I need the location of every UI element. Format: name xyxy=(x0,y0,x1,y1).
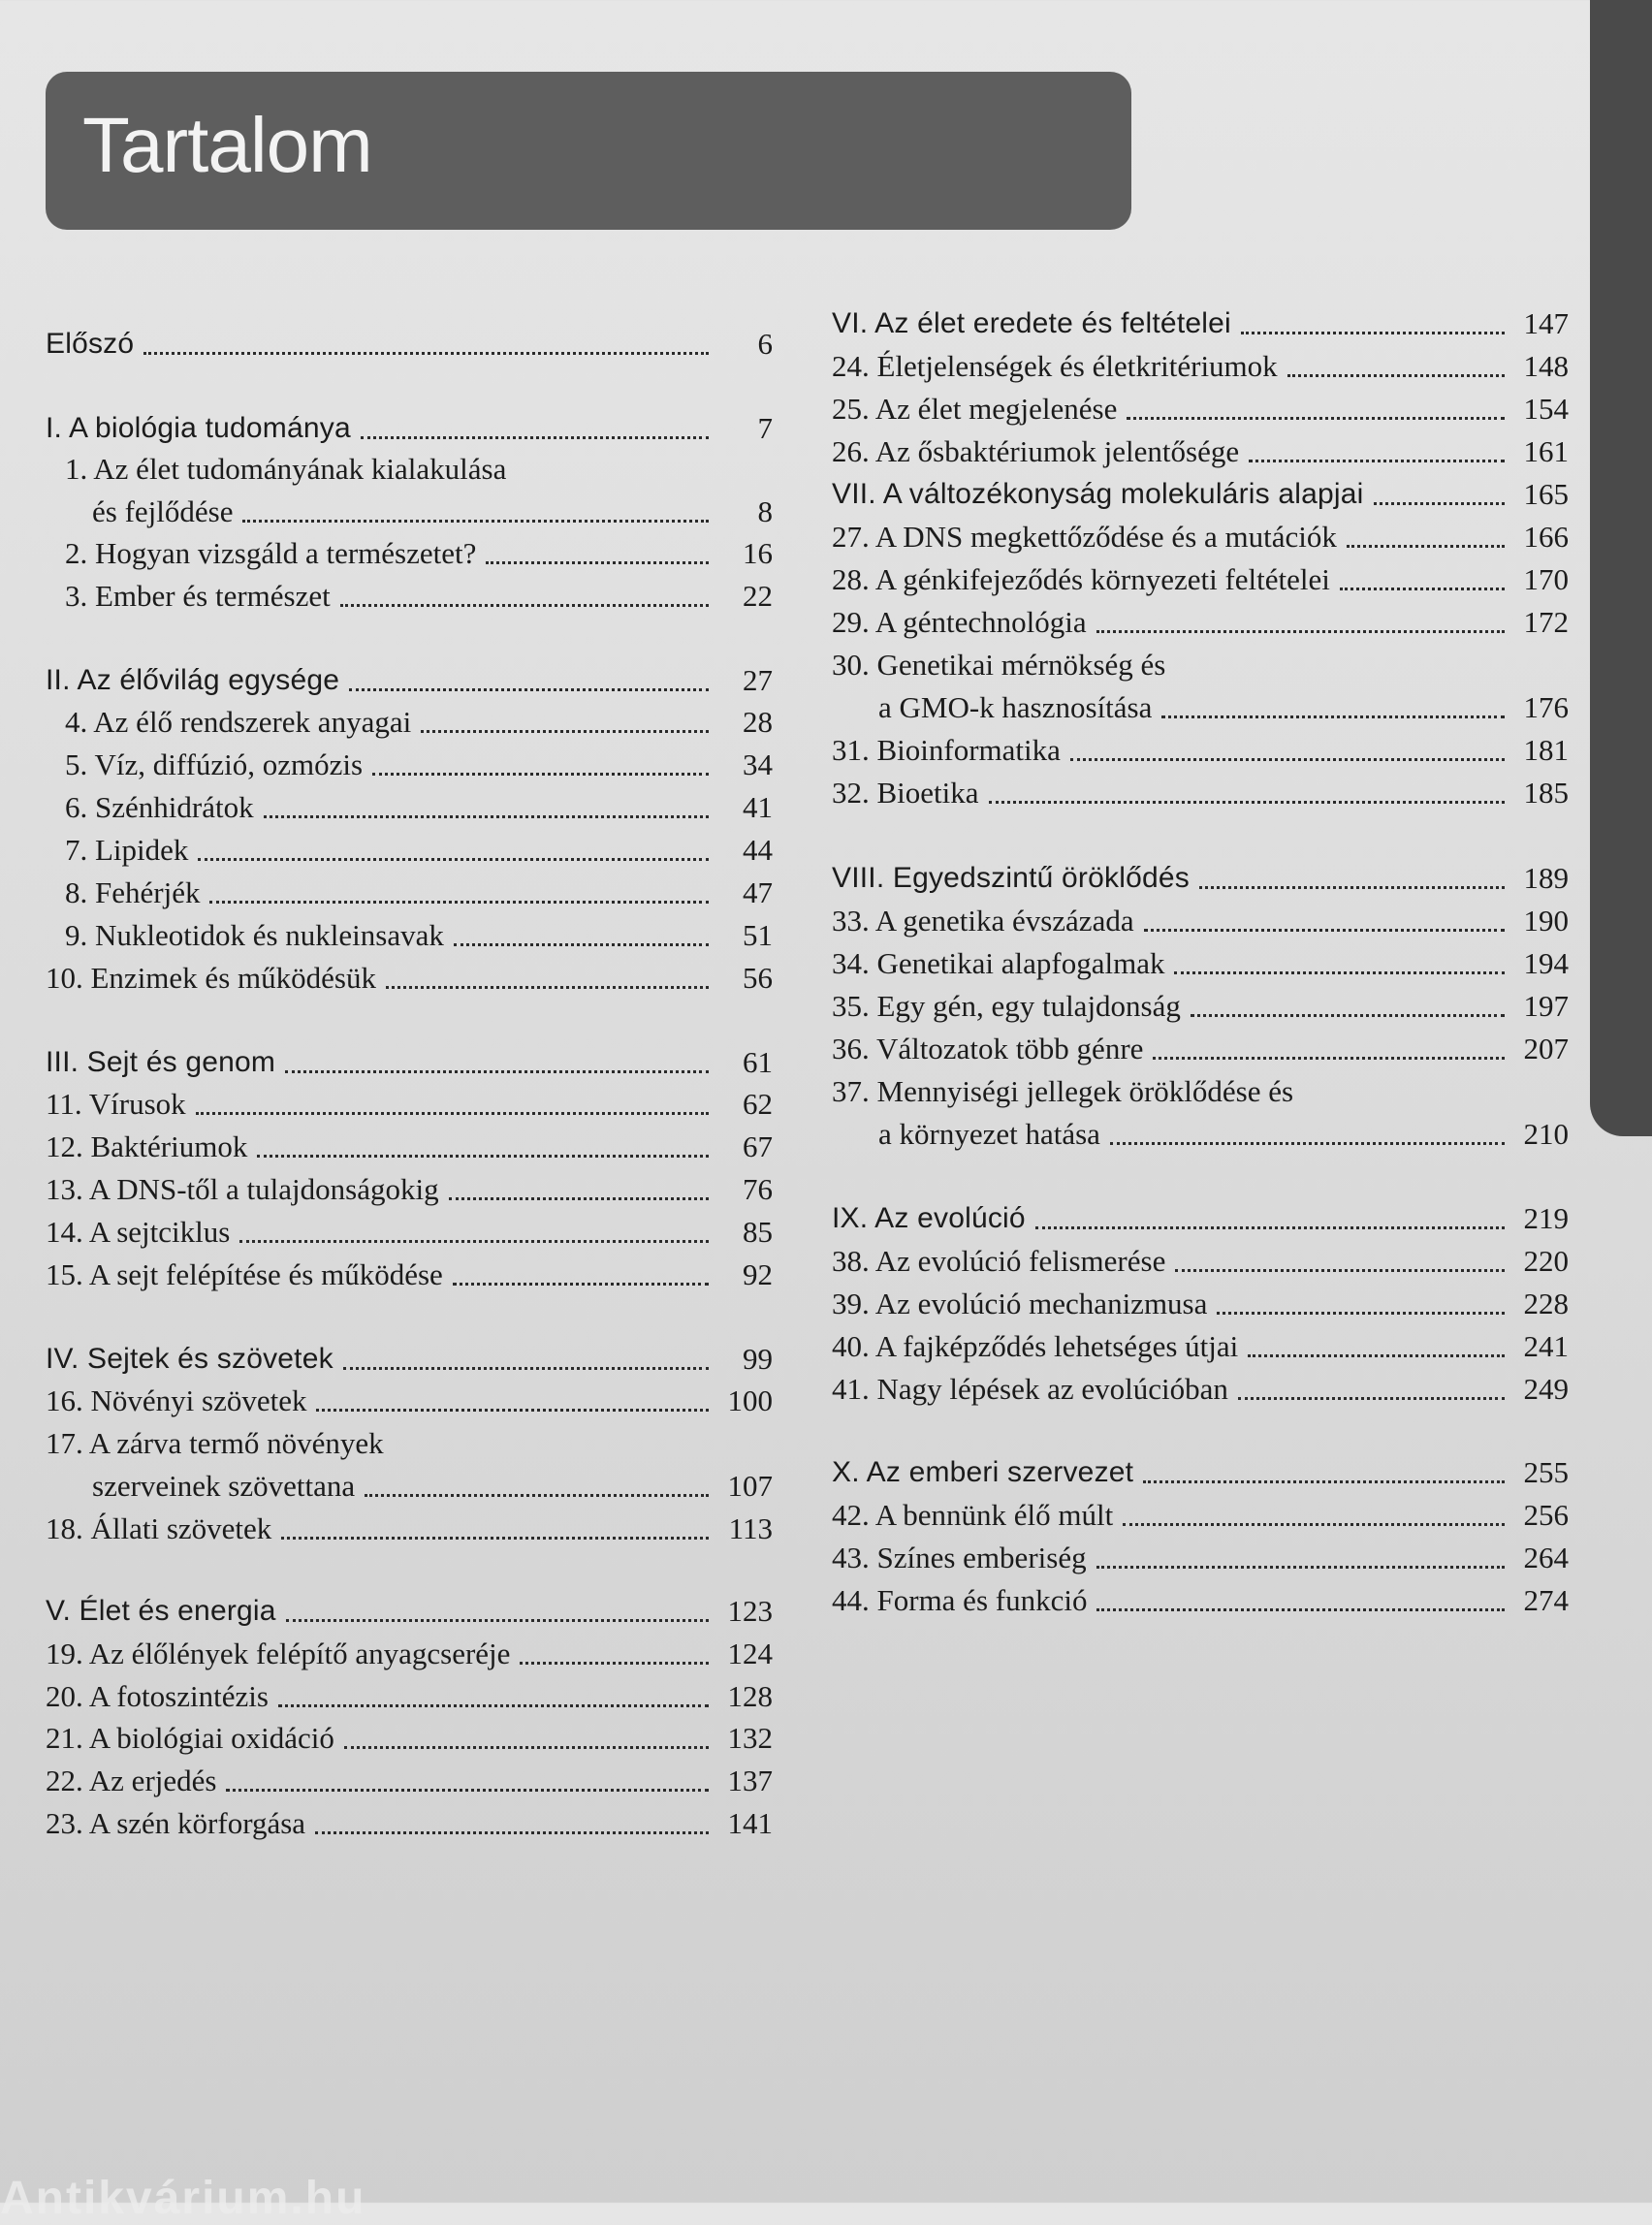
toc-entry-title: VI. Az élet eredete és feltételei xyxy=(832,307,1231,339)
dot-leader xyxy=(1287,374,1505,377)
toc-section-row xyxy=(832,857,1569,900)
toc-page-number: 241 xyxy=(1523,1329,1569,1363)
toc-entry-title: 16. Növényi szövetek xyxy=(46,1383,307,1417)
toc-page-number: 210 xyxy=(1523,1117,1569,1151)
toc-entry-title: IX. Az evolúció xyxy=(832,1202,1026,1234)
dot-leader xyxy=(226,1789,709,1792)
toc-page-number: 56 xyxy=(743,961,773,995)
dot-leader xyxy=(349,688,709,691)
dot-leader xyxy=(1035,1226,1505,1229)
dot-leader xyxy=(343,1367,709,1370)
toc-page-number: 194 xyxy=(1523,946,1569,980)
toc-entry-title: 23. A szén körforgása xyxy=(46,1806,306,1840)
dot-leader xyxy=(1096,1608,1505,1611)
toc-page-number: 181 xyxy=(1523,733,1569,767)
toc-entry-row xyxy=(832,1070,1569,1113)
toc-entry-title: 15. A sejt felépítése és működése xyxy=(46,1257,443,1291)
toc-entry-title: 17. A zárva termő növények xyxy=(46,1426,384,1460)
toc-entry-row xyxy=(46,1717,773,1760)
toc-entry-row xyxy=(832,601,1569,644)
toc-page-number: 44 xyxy=(743,833,773,867)
dot-leader xyxy=(257,1155,709,1158)
dot-leader xyxy=(344,1746,709,1749)
toc-entry-row xyxy=(46,1422,773,1465)
toc-entry-title: 42. A bennünk élő múlt xyxy=(832,1498,1114,1532)
dot-leader xyxy=(340,604,709,607)
toc-entry-row xyxy=(832,430,1569,473)
toc-entry-row xyxy=(832,772,1569,814)
toc-section-row xyxy=(832,473,1569,516)
dot-leader xyxy=(453,1283,709,1286)
toc-entry-title: 33. A genetika évszázada xyxy=(832,904,1134,938)
toc-entry-title: 41. Nagy lépések az evolúcióban xyxy=(832,1372,1228,1406)
toc-page-number: 185 xyxy=(1523,776,1569,810)
toc-entry-title: 36. Változatok több génre xyxy=(832,1032,1144,1065)
toc-entry-title: 25. Az élet megjelenése xyxy=(832,392,1118,426)
toc-page-number: 148 xyxy=(1523,349,1569,383)
dot-leader xyxy=(1374,502,1506,505)
toc-entry-title: 40. A fajképződés lehetséges útjai xyxy=(832,1329,1239,1363)
dot-leader xyxy=(1241,332,1505,334)
toc-entry-title: Előszó xyxy=(46,328,135,360)
dot-leader xyxy=(1238,1397,1505,1400)
toc-entry-row xyxy=(832,558,1569,601)
watermark: Antikvárium.hu xyxy=(0,2173,366,2224)
dot-leader xyxy=(278,1704,709,1707)
toc-entry-row xyxy=(46,1254,773,1296)
toc-entry-title: 4. Az élő rendszerek anyagai xyxy=(65,705,412,739)
toc-entry-title: 29. A géntechnológia xyxy=(832,605,1087,639)
toc-entry-row xyxy=(832,1028,1569,1070)
toc-page-number: 62 xyxy=(743,1087,773,1121)
toc-section-row xyxy=(46,659,773,702)
dot-leader xyxy=(361,436,709,439)
toc-entry-row xyxy=(46,532,773,575)
toc-entry-title: 6. Szénhidrátok xyxy=(65,790,254,824)
toc-entry-title: 39. Az evolúció mechanizmusa xyxy=(832,1287,1208,1320)
dot-leader xyxy=(386,986,709,989)
toc-entry-row xyxy=(832,1325,1569,1368)
toc-entry-title: IV. Sejtek és szövetek xyxy=(46,1343,334,1375)
dot-leader xyxy=(1174,971,1505,974)
toc-entry-row xyxy=(46,1211,773,1254)
dot-leader xyxy=(286,1619,709,1622)
toc-entry-title: 12. Baktériumok xyxy=(46,1129,248,1163)
toc-page-number: 165 xyxy=(1523,477,1569,511)
toc-page-number: 137 xyxy=(727,1764,773,1797)
toc-page-number: 170 xyxy=(1523,562,1569,596)
toc-entry-row xyxy=(832,729,1569,772)
toc-entry-row xyxy=(46,448,773,491)
dot-leader xyxy=(1340,588,1505,590)
toc-page-number: 8 xyxy=(757,494,773,528)
dot-leader xyxy=(989,801,1505,804)
dot-leader xyxy=(449,1197,709,1200)
dot-leader xyxy=(1217,1312,1505,1315)
toc-entry-title: VIII. Egyedszintű öröklődés xyxy=(832,862,1190,894)
toc-page-number: 189 xyxy=(1523,861,1569,895)
toc-entry-title: 31. Bioinformatika xyxy=(832,733,1061,767)
toc-entry-title: VII. A változékonyság molekuláris alapjai xyxy=(832,478,1364,510)
dot-leader xyxy=(315,1831,709,1834)
toc-entry-row xyxy=(832,388,1569,430)
toc-page-number: 47 xyxy=(743,875,773,909)
dot-leader xyxy=(1347,545,1505,548)
toc-entry-row xyxy=(46,1508,773,1550)
dot-leader xyxy=(209,901,709,904)
toc-page-number: 41 xyxy=(743,790,773,824)
toc-section-row xyxy=(46,1590,773,1633)
toc-page-number: 92 xyxy=(743,1257,773,1291)
toc-entry-title: I. A biológia tudománya xyxy=(46,412,351,444)
toc-entry-row xyxy=(832,900,1569,942)
toc-entry-title: 7. Lipidek xyxy=(65,833,189,867)
toc-entry-title: a környezet hatása xyxy=(878,1117,1100,1151)
dot-leader xyxy=(1248,1354,1505,1357)
toc-page-number: 99 xyxy=(743,1342,773,1376)
toc-page-number: 113 xyxy=(728,1511,773,1545)
toc-page-number: 249 xyxy=(1523,1372,1569,1406)
toc-entry-row xyxy=(46,1465,773,1508)
toc-entry-title: 10. Enzimek és működésük xyxy=(46,961,376,995)
toc-entry-row xyxy=(832,345,1569,388)
toc-entry-title: 13. A DNS-től a tulajdonságokig xyxy=(46,1172,439,1206)
toc-page-number: 190 xyxy=(1523,904,1569,938)
dot-leader xyxy=(143,352,709,355)
toc-entry-title: X. Az emberi szervezet xyxy=(832,1456,1134,1488)
toc-entry-row xyxy=(832,1368,1569,1411)
toc-section-row xyxy=(832,1197,1569,1240)
dot-leader xyxy=(1144,929,1505,932)
toc-entry-row xyxy=(46,957,773,1000)
dot-leader xyxy=(242,520,709,523)
toc-entry-title: 9. Nukleotidok és nukleinsavak xyxy=(65,918,444,952)
dot-leader xyxy=(264,815,709,818)
dot-leader xyxy=(1096,630,1505,633)
dot-leader xyxy=(316,1409,709,1412)
toc-entry-title: II. Az élővilág egysége xyxy=(46,664,340,696)
toc-entry-row xyxy=(46,829,773,872)
dot-leader xyxy=(281,1537,709,1540)
toc-entry-title: 18. Állati szövetek xyxy=(46,1511,272,1545)
toc-section-row xyxy=(46,323,773,366)
dot-leader xyxy=(454,943,709,946)
dot-leader xyxy=(1161,715,1505,718)
toc-entry-title: 21. A biológiai oxidáció xyxy=(46,1721,334,1755)
dot-leader xyxy=(1175,1269,1505,1272)
dot-leader xyxy=(372,773,709,776)
toc-page-number: 128 xyxy=(727,1679,773,1713)
toc-entry-title: 34. Genetikai alapfogalmak xyxy=(832,946,1165,980)
toc-section-row xyxy=(46,1338,773,1381)
toc-page-number: 256 xyxy=(1523,1498,1569,1532)
toc-entry-title: 19. Az élőlények felépítő anyagcseréje xyxy=(46,1637,511,1670)
toc-entry-row xyxy=(832,1113,1569,1156)
toc-entry-row xyxy=(46,575,773,618)
toc-page-number: 100 xyxy=(727,1383,773,1417)
toc-entry-title: 43. Színes emberiség xyxy=(832,1541,1087,1574)
toc-entry-row xyxy=(46,786,773,829)
toc-section-row xyxy=(832,1451,1569,1494)
toc-page-number: 61 xyxy=(743,1045,773,1079)
toc-entry-title: 20. A fotoszintézis xyxy=(46,1679,269,1713)
toc-page-number: 176 xyxy=(1523,690,1569,724)
toc-entry-row xyxy=(832,1283,1569,1325)
toc-entry-row xyxy=(832,1537,1569,1579)
toc-page-number: 107 xyxy=(727,1469,773,1503)
toc-page-number: 124 xyxy=(727,1637,773,1670)
toc-section-row xyxy=(46,407,773,450)
toc-entry-title: 35. Egy gén, egy tulajdonság xyxy=(832,989,1181,1023)
toc-page-number: 76 xyxy=(743,1172,773,1206)
toc-entry-title: 2. Hogyan vizsgáld a természetet? xyxy=(65,536,477,570)
toc-entry-row xyxy=(832,516,1569,558)
toc-entry-row xyxy=(46,914,773,957)
toc-page-number: 161 xyxy=(1523,434,1569,468)
toc-entry-title: 22. Az erjedés xyxy=(46,1764,217,1797)
dot-leader xyxy=(1199,886,1505,889)
toc-page-number: 67 xyxy=(743,1129,773,1163)
toc-page-number: 228 xyxy=(1523,1287,1569,1320)
dot-leader xyxy=(1096,1566,1505,1569)
toc-entry-row xyxy=(46,701,773,744)
toc-entry-title: szerveinek szövettana xyxy=(92,1469,356,1503)
dot-leader xyxy=(421,730,709,733)
toc-page-number: 123 xyxy=(727,1594,773,1628)
dot-leader xyxy=(1249,460,1505,462)
toc-entry-row xyxy=(832,1240,1569,1283)
dot-leader xyxy=(1153,1057,1505,1060)
toc-entry-row xyxy=(46,491,773,533)
toc-page-number: 85 xyxy=(743,1215,773,1249)
toc-entry-row xyxy=(832,1494,1569,1537)
dot-leader xyxy=(198,858,709,861)
toc-page-number: 255 xyxy=(1523,1455,1569,1489)
toc-entry-row xyxy=(832,686,1569,729)
toc-section-row xyxy=(832,302,1569,345)
toc-page-number: 207 xyxy=(1523,1032,1569,1065)
toc-page-number: 34 xyxy=(743,747,773,781)
toc-entry-row xyxy=(832,1579,1569,1622)
toc-page-number: 7 xyxy=(757,411,773,445)
toc-entry-title: 14. A sejtciklus xyxy=(46,1215,231,1249)
toc-entry-row xyxy=(46,744,773,786)
toc-page-number: 147 xyxy=(1523,306,1569,340)
toc-entry-row xyxy=(46,1802,773,1845)
toc-entry-title: III. Sejt és genom xyxy=(46,1046,276,1078)
toc-entry-row xyxy=(46,1168,773,1211)
toc-entry-row xyxy=(46,1126,773,1168)
toc-entry-row xyxy=(46,1633,773,1675)
toc-entry-title: 11. Vírusok xyxy=(46,1087,186,1121)
title-banner xyxy=(46,72,1131,230)
dot-leader xyxy=(1110,1142,1505,1145)
toc-entry-title: 5. Víz, diffúzió, ozmózis xyxy=(65,747,364,781)
toc-page-number: 172 xyxy=(1523,605,1569,639)
toc-page-number: 27 xyxy=(743,663,773,697)
toc-entry-title: a GMO-k hasznosítása xyxy=(878,690,1153,724)
toc-page-number: 16 xyxy=(743,536,773,570)
dot-leader xyxy=(1070,758,1505,761)
toc-entry-row xyxy=(46,872,773,914)
dot-leader xyxy=(520,1662,709,1665)
toc-entry-title: 26. Az ősbaktériumok jelentősége xyxy=(832,434,1240,468)
dot-leader xyxy=(1143,1480,1505,1483)
page-title: Tartalom xyxy=(82,102,372,188)
toc-entry-title: 32. Bioetika xyxy=(832,776,979,810)
toc-entry-title: 27. A DNS megkettőződése és a mutációk xyxy=(832,520,1337,554)
toc-entry-row xyxy=(46,1675,773,1718)
toc-entry-title: 28. A génkifejeződés környezeti feltételei xyxy=(832,562,1330,596)
dot-leader xyxy=(1127,417,1505,420)
toc-entry-title: 30. Genetikai mérnökség és xyxy=(832,648,1166,682)
toc-page-number: 274 xyxy=(1523,1583,1569,1617)
dot-leader xyxy=(196,1112,709,1115)
toc-entry-title: 44. Forma és funkció xyxy=(832,1583,1088,1617)
toc-page-number: 220 xyxy=(1523,1244,1569,1278)
toc-entry-row xyxy=(832,644,1569,686)
toc-page-number: 6 xyxy=(757,327,773,361)
toc-entry-title: 1. Az élet tudományának kialakulása xyxy=(65,452,507,486)
dot-leader xyxy=(1191,1014,1505,1017)
toc-entry-row xyxy=(46,1083,773,1126)
toc-entry-title: 38. Az evolúció felismerése xyxy=(832,1244,1166,1278)
chapter-edge-tab xyxy=(1590,0,1652,1136)
toc-section-row xyxy=(46,1041,773,1084)
toc-entry-title: és fejlődése xyxy=(92,494,234,528)
dot-leader xyxy=(365,1494,709,1497)
toc-page-number: 197 xyxy=(1523,989,1569,1023)
toc-entry-row xyxy=(46,1760,773,1802)
toc-page-number: 51 xyxy=(743,918,773,952)
toc-page-number: 132 xyxy=(727,1721,773,1755)
toc-entry-row xyxy=(832,985,1569,1028)
toc-page-number: 166 xyxy=(1523,520,1569,554)
toc-entry-title: V. Élet és energia xyxy=(46,1595,276,1627)
toc-page-number: 219 xyxy=(1523,1201,1569,1235)
toc-page-number: 154 xyxy=(1523,392,1569,426)
toc-entry-title: 8. Fehérjék xyxy=(65,875,201,909)
dot-leader xyxy=(239,1240,709,1243)
toc-page-number: 264 xyxy=(1523,1541,1569,1574)
toc-page-number: 141 xyxy=(727,1806,773,1840)
toc-entry-row xyxy=(832,942,1569,985)
toc-entry-row xyxy=(46,1380,773,1422)
toc-entry-title: 24. Életjelenségek és életkritériumok xyxy=(832,349,1278,383)
dot-leader xyxy=(285,1070,709,1073)
toc-page-number: 28 xyxy=(743,705,773,739)
toc-entry-title: 3. Ember és természet xyxy=(65,579,331,613)
toc-page-number: 22 xyxy=(743,579,773,613)
dot-leader xyxy=(1123,1523,1505,1526)
dot-leader xyxy=(486,561,709,564)
toc-entry-title: 37. Mennyiségi jellegek öröklődése és xyxy=(832,1074,1294,1108)
